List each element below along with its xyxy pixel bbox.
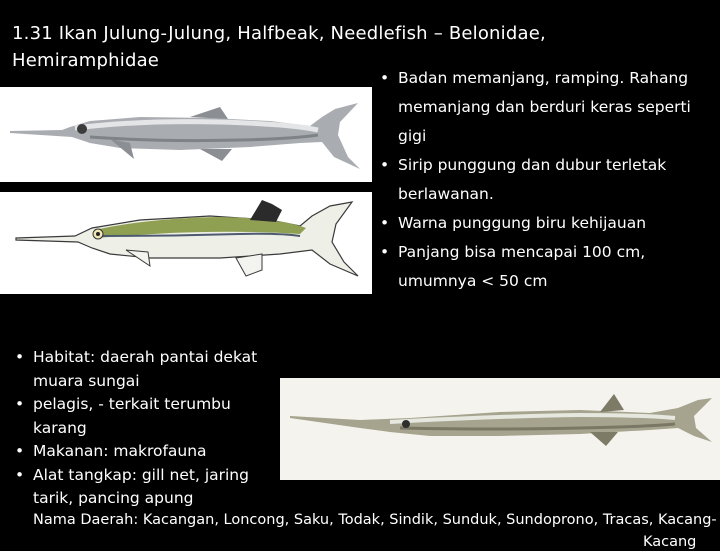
local-names-text: Nama Daerah: Kacangan, Loncong, Saku, Todak, Sindik, Sunduk, Sundoprono, Tracas, Kacang- bbox=[33, 512, 717, 528]
bullet-item: • Habitat: daerah pantai dekat muara sungai bbox=[33, 346, 278, 393]
bullet-item: • Sirip punggung dan dubur terletak berlawanan. bbox=[398, 151, 720, 209]
description-bullet-list bbox=[398, 64, 720, 296]
local-names-footer bbox=[33, 511, 720, 550]
local-names-continuation: Kacang bbox=[643, 534, 697, 550]
halfbeak-photo bbox=[0, 87, 372, 182]
bullet-item: • Alat tangkap: gill net, jaring tarik, pancing apung bbox=[33, 464, 278, 511]
halfbeak-illustration bbox=[0, 192, 372, 294]
bullet-item: • pelagis, - terkait terumbu karang bbox=[33, 393, 278, 440]
slide-title: 1.31 Ikan Julung-Julung, Halfbeak, Needlefish – Belonidae, Hemiramphidae bbox=[12, 23, 546, 71]
bullet-item: • Badan memanjang, ramping. Rahang memanjang dan berduri keras seperti gigi bbox=[398, 64, 720, 151]
bullet-item: • Warna punggung biru kehijauan bbox=[398, 209, 720, 238]
bullet-item: • Makanan: makrofauna bbox=[33, 440, 278, 464]
needlefish-photo bbox=[280, 378, 720, 480]
habitat-bullet-list bbox=[33, 346, 278, 511]
bullet-item: • Panjang bisa mencapai 100 cm, umumnya < 50 cm bbox=[398, 238, 720, 296]
